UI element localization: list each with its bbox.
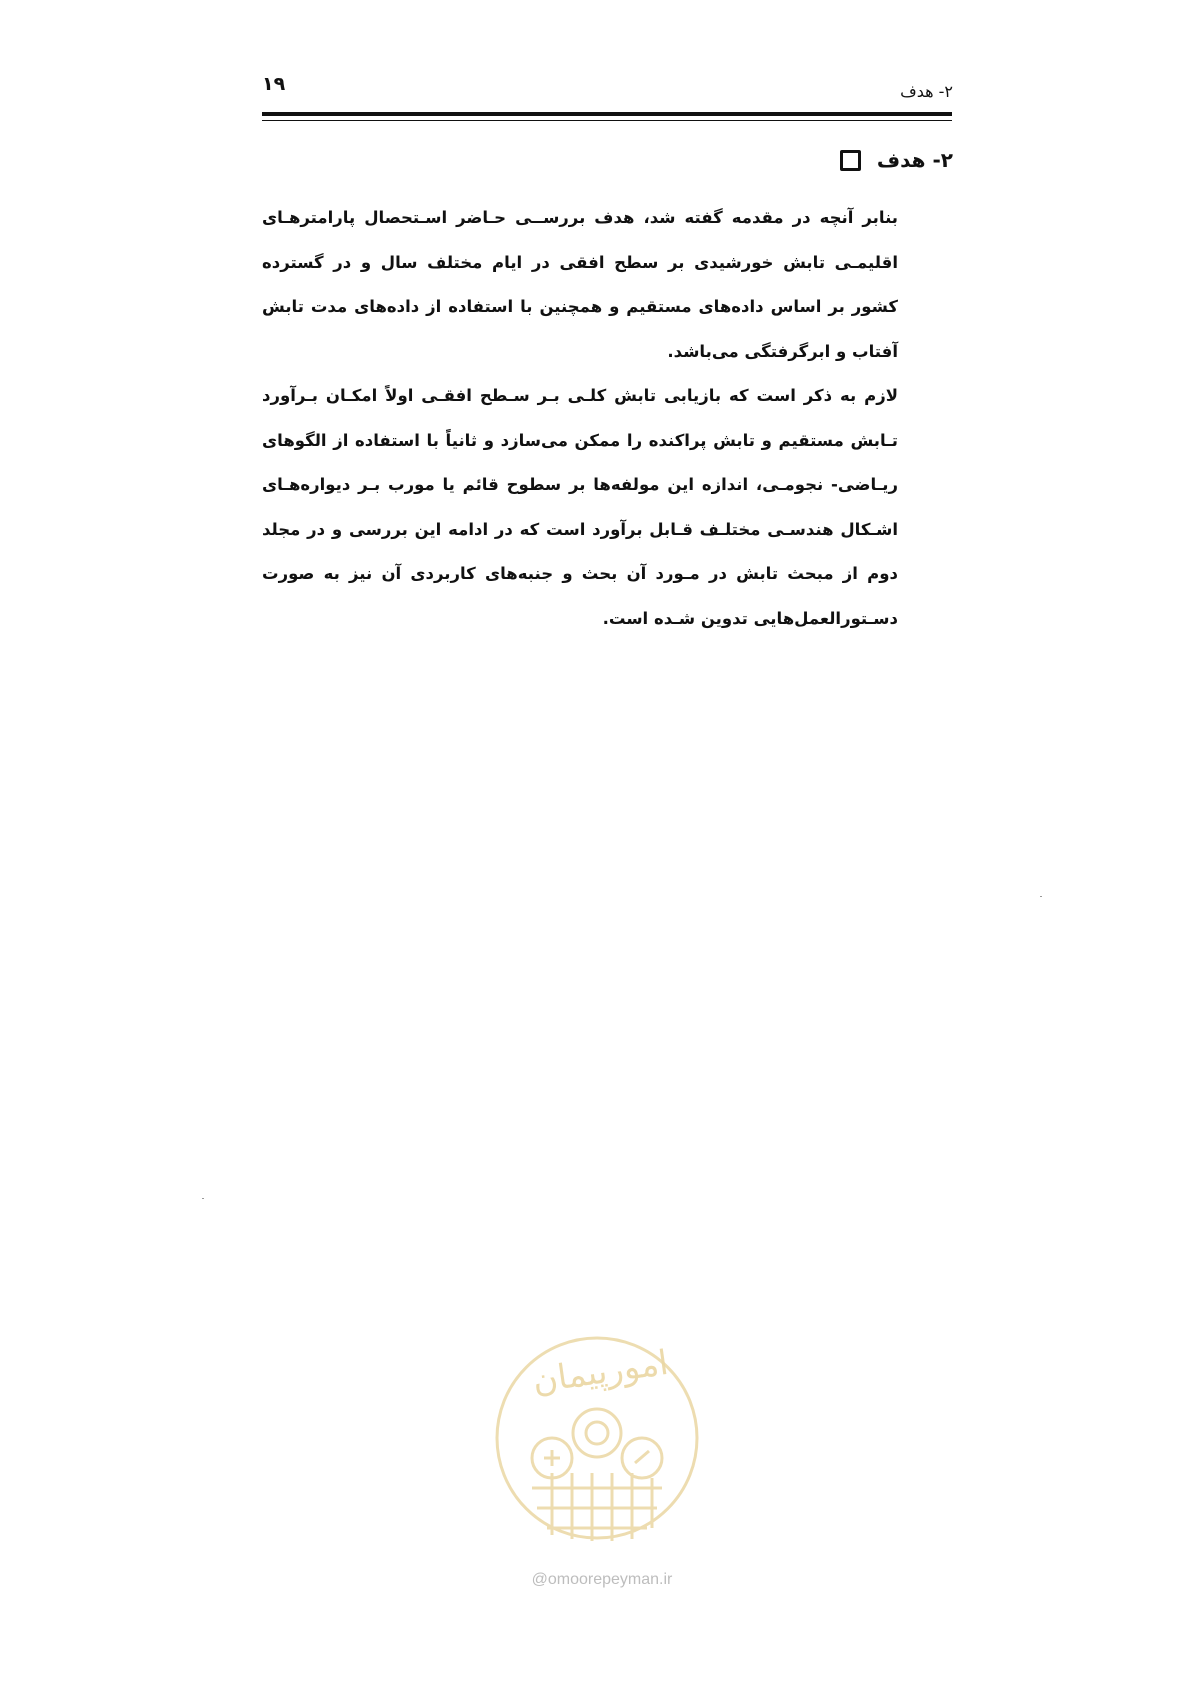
running-header-title: ۲- هدف [900, 82, 953, 101]
watermark-url: @omoorepeyman.ir [531, 1571, 673, 1588]
body-text [262, 196, 898, 641]
scan-speck [1040, 896, 1042, 897]
header-rule-thick [262, 112, 952, 116]
section-heading [840, 148, 953, 172]
section-title: ۲- هدف [876, 148, 953, 172]
paragraph-2: لازم به ذکر است که بازیابی تابش کلـی بـر سـطح افقـی اولاً امکـان بـرآورد تـابش مستقیم و تابش پراکنده را ممکن می‌سازد و ثانیاً با استفاده از الگوهای ریـاضی- نجومـی، اندازه این مولفه‌ها بر سطوح قائم یا مورب بـر دیواره‌هـای اشـکال هندسـی مختلـف قـابل برآورد است که در ادامه این بررسی و در مجلد دوم از مبحث تابش در مـورد آن بحث و جنبه‌های کاربردی آن نیز به صورت دسـتورالعمل‌هایی تدوین شـده است. [262, 386, 898, 628]
watermark-logo-text: امورپیمان [530, 1342, 671, 1402]
square-bullet-icon [840, 150, 861, 171]
omoorepeyman-logo-icon [492, 1313, 702, 1563]
paragraph-1: بنابر آنچه در مقدمه گفته شد، هدف بررســی حـاضر اسـتحصال پارامترهـای اقلیمـی تابش خورشیدی بر سطح افقی در ایام مختلف سال و در گسترده کشور بر اساس داده‌های مستقیم و همچنین با استفاده از داده‌های مدت تابش آفتاب و ابرگرفتگی می‌باشد. [262, 208, 898, 361]
header-rule-thin [262, 120, 952, 121]
scan-speck [202, 1198, 204, 1199]
page-number: ۱۹ [262, 73, 286, 95]
